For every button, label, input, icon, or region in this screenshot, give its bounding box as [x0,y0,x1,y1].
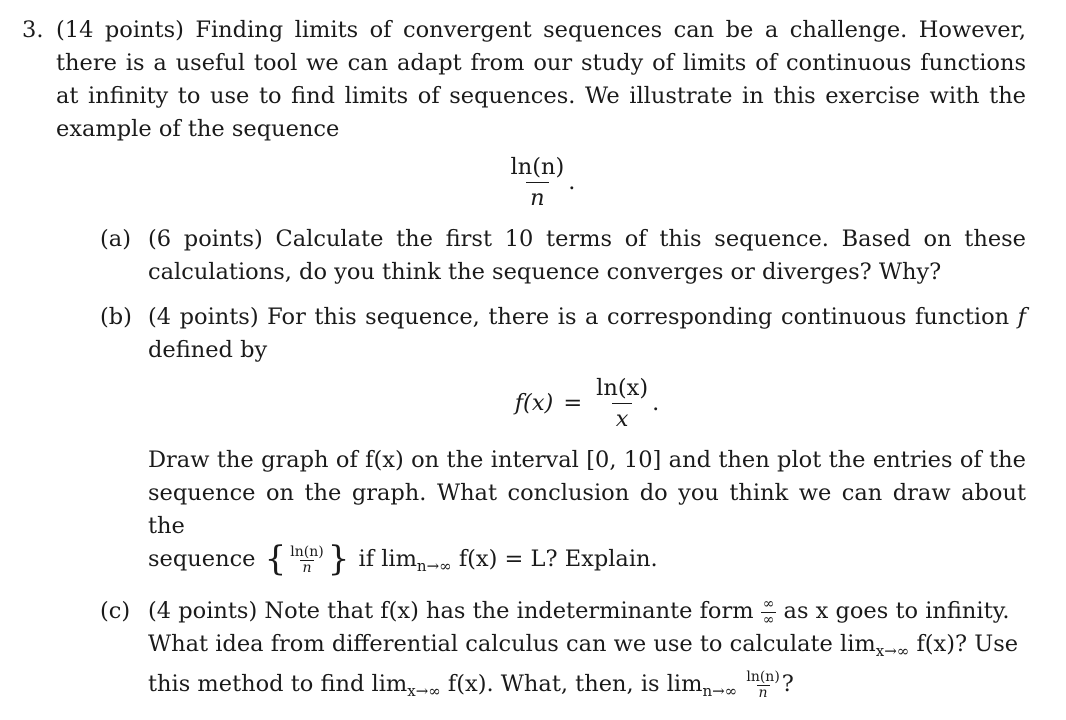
part-a [100,223,1026,289]
lim-subscript-c3: n→∞ [702,682,738,700]
part-b-text-2: Draw the graph of f(x) on the interval [0, 10] and then plot the entries of the sequence on the graph. What conclusion do you think we can draw about the [148,447,1026,539]
part-b-text-3b: if lim [358,546,417,572]
part-c-text-3a: this method to find lim [148,671,408,697]
function-fraction [592,373,652,434]
part-c-text-1a: Note that f(x) has the indeterminante form [264,598,754,624]
function-denominator: x [612,403,633,434]
sequence-display [56,152,1026,213]
part-b-sequence-line [148,539,1026,583]
form-numerator: ∞ [762,595,775,612]
part-c-text-2a: What idea from differential calculus can we use to calculate lim [148,631,876,657]
lim-subscript-b: n→∞ [416,557,452,575]
part-c-line-2 [148,628,1026,668]
part-b-text-1: For this sequence, there is a corresponding continuous function [267,304,1010,330]
function-display [148,373,1026,434]
brace-close: } [327,539,350,579]
function-period: . [652,390,660,416]
part-b-label: (b) [100,304,132,330]
part-a-points: (6 points) [148,226,263,252]
function-equals: = [563,390,583,416]
part-c-label: (c) [100,598,131,624]
brace-open: { [264,539,287,579]
indeterminate-form [761,597,777,628]
brace-denominator: n [302,559,312,576]
sequence-denominator: n [526,182,549,213]
part-c-line-1 [148,595,1026,628]
part-a-label: (a) [100,226,131,252]
part-c-line-3 [148,668,1026,708]
function-lhs: f(x) [514,390,554,416]
brace-numerator: ln(n) [290,543,324,560]
sequence-period: . [568,169,576,195]
sequence-fraction [507,152,569,213]
part-c [100,595,1026,708]
problem-intro [56,14,1026,146]
part-b-intro [148,301,1026,367]
brace-fraction [288,545,325,576]
final-fraction [744,670,781,701]
part-c-points: (4 points) [148,598,258,624]
part-b-text-3a: sequence [148,546,256,572]
part-b-points: (4 points) [148,304,259,330]
part-a-text [148,223,1026,289]
function-numerator: ln(x) [596,375,649,401]
part-c-text-2b: f(x)? Use [916,631,1019,657]
lim-subscript-c1: x→∞ [875,642,910,660]
final-numerator: ln(n) [746,668,780,685]
part-b-f-symbol: f [1017,304,1026,330]
part-a-question: Calculate the first 10 terms of this sequence. Based on these calculations, do you think the sequence converges or diverges? Why? [148,226,1026,285]
problem-points: (14 points) [56,17,184,43]
sequence-numerator: ln(n) [510,154,565,180]
form-denominator: ∞ [762,611,775,628]
part-b-instructions [148,444,1026,543]
part-c-text-1b: as x goes to infinity. [783,598,1010,624]
part-c-text-3c: ? [781,671,794,697]
part-b-text-1b: defined by [148,337,268,363]
problem-body [56,14,1026,720]
final-denominator: n [758,684,768,701]
part-c-text-3b: f(x). What, then, is lim [447,671,703,697]
part-c-text [148,595,1026,708]
problem-intro-text: Finding limits of convergent sequences can be a challenge. However, there is a useful tool we can adapt from our study of limits of continuous functions at infinity to use to find limits of sequences. We illustrate in this exercise with the example of the sequence [56,17,1026,142]
problem-number: 3. [22,17,44,43]
problem-3 [22,14,1026,720]
part-b-text-3c: f(x) = L? Explain. [458,546,658,572]
part-b-text [148,301,1026,583]
parts-list [100,223,1026,708]
part-b [100,301,1026,583]
lim-subscript-c2: x→∞ [407,682,441,700]
